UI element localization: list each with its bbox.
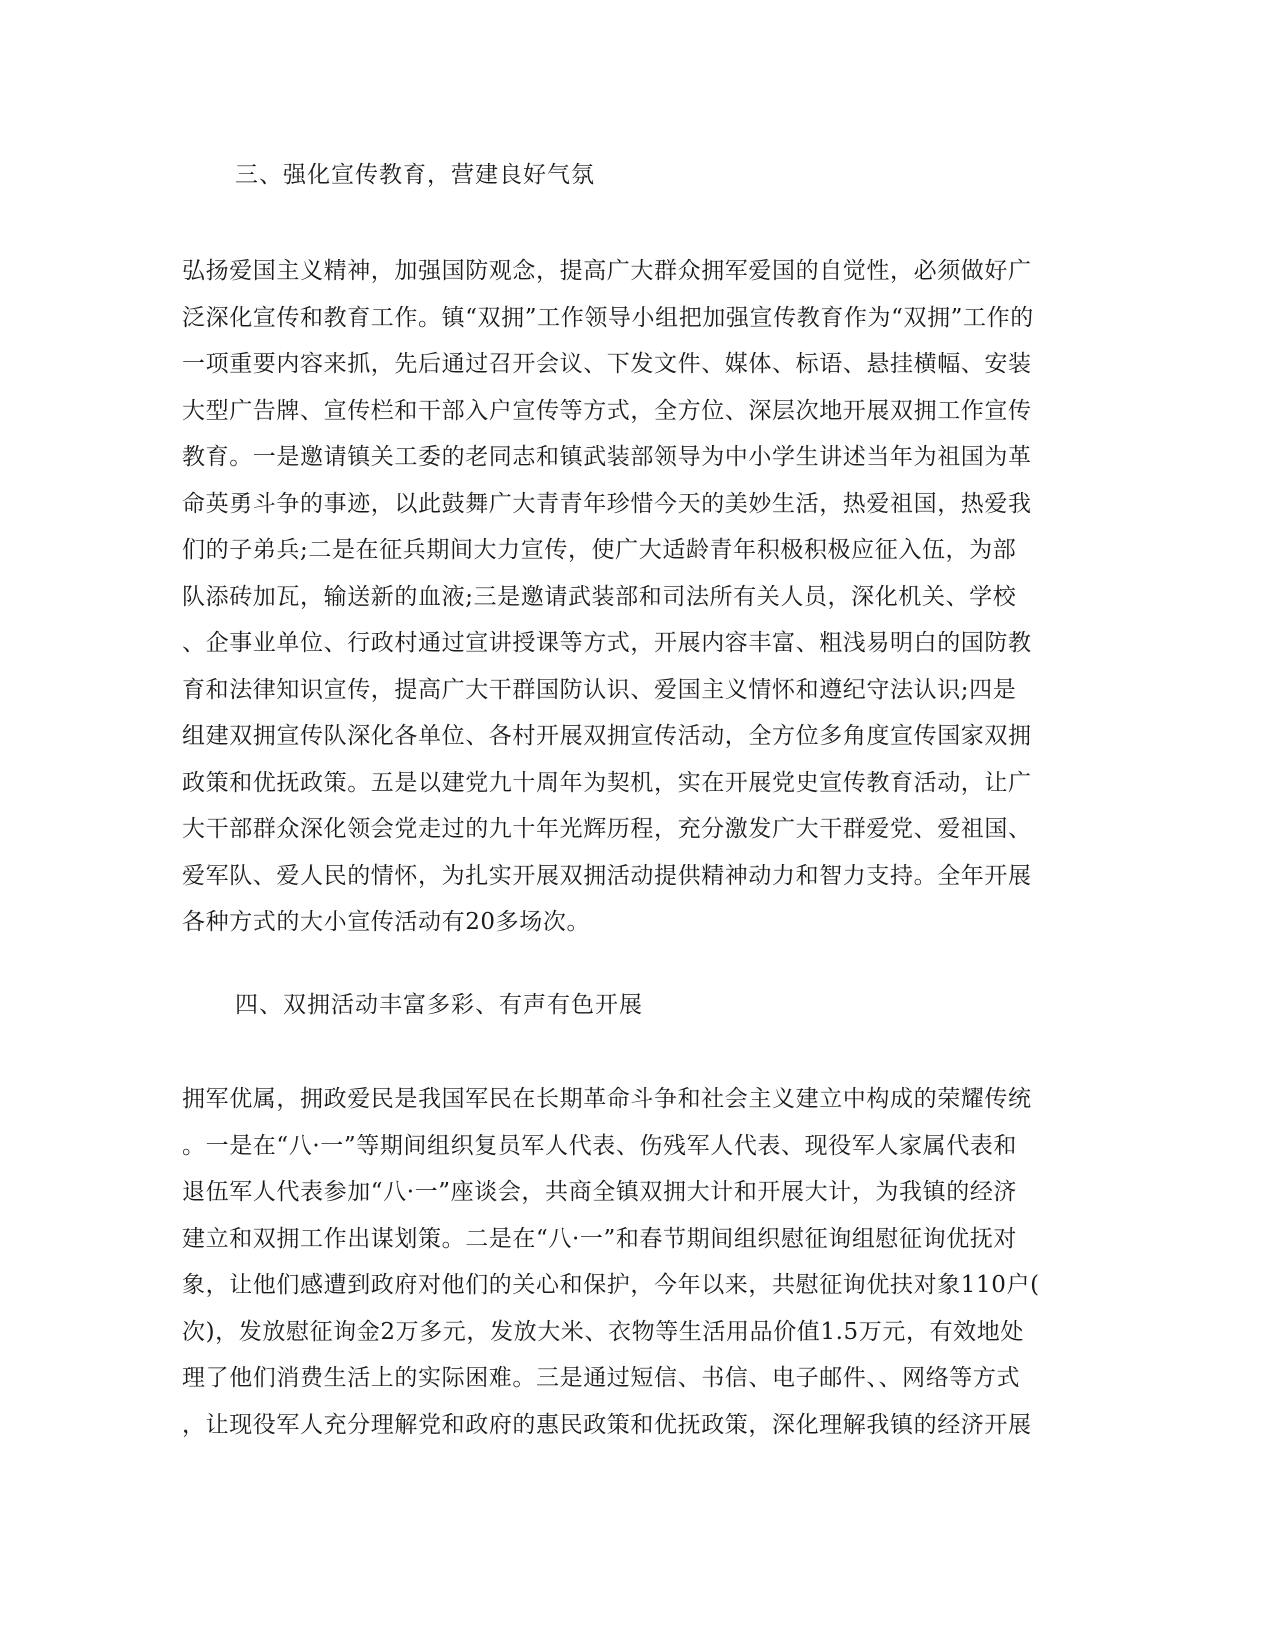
paragraph-line: ，让现役军人充分理解党和政府的惠民政策和优抚政策，深化理解我镇的经济开展 (182, 1411, 1032, 1438)
paragraph-line: 大型广告牌、宣传栏和干部入户宣传等方式，全方位、深层次地开展双拥工作宣传 (182, 397, 1032, 424)
paragraph-line: 弘扬爱国主义精神，加强国防观念，提高广大群众拥军爱国的自觉性，必须做好广 (182, 258, 1032, 284)
paragraph-line: 退伍军人代表参加“八·一”座谈会，共商全镇双拥大计和开展大计，为我镇的经济 (182, 1179, 1018, 1205)
paragraph-line: 各种方式的大小宣传活动有20多场次。 (182, 909, 591, 935)
section-heading-3: 三、强化宣传教育，营建良好气氛 (235, 162, 595, 188)
paragraph-line: 。一是在“八·一”等期间组织复员军人代表、伤残军人代表、现役军人家属代表和 (182, 1132, 1018, 1159)
paragraph-line: 政策和优抚政策。五是以建党九十周年为契机，实在开展党史宣传教育活动，让广 (182, 769, 1032, 796)
paragraph-line: 队添砖加瓦，输送新的血液;三是邀请武装部和司法所有关人员，深化机关、学校 (182, 583, 1017, 610)
paragraph-line: 教育。一是邀请镇关工委的老同志和镇武装部领导为中小学生讲述当年为祖国为革 (182, 444, 1032, 470)
paragraph-line: 爱军队、爱人民的情怀，为扎实开展双拥活动提供精神动力和智力支持。全年开展 (182, 862, 1032, 889)
paragraph-line: 建立和双拥工作出谋划策。二是在“八·一”和春节期间组织慰征询组慰征询优抚对 (182, 1225, 1018, 1252)
paragraph-1 (182, 248, 1082, 946)
paragraph-line: 、企事业单位、行政村通过宣讲授课等方式，开展内容丰富、粗浅易明白的国防教 (182, 630, 1032, 656)
paragraph-line: 们的子弟兵;二是在征兵期间大力宣传，使广大适龄青年积极积极应征入伍，为部 (182, 537, 1017, 563)
paragraph-line: 大干部群众深化领会党走过的九十年光辉历程，充分激发广大干群爱党、爱祖国、 (182, 816, 1032, 842)
paragraph-line: 次)，发放慰征询金2万多元，发放大米、衣物等生活用品价值1.5万元，有效地处 (182, 1318, 1024, 1345)
paragraph-line: 拥军优属，拥政爱民是我国军民在长期革命斗争和社会主义建立中构成的荣耀传统 (182, 1086, 1032, 1112)
paragraph-line: 一项重要内容来抓，先后通过召开会议、下发文件、媒体、标语、悬挂横幅、安装 (182, 351, 1032, 377)
paragraph-line: 泛深化宣传和教育工作。镇“双拥”工作领导小组把加强宣传教育作为“双拥”工作的 (182, 304, 1034, 331)
paragraph-line: 理了他们消费生活上的实际困难。三是通过短信、书信、电子邮件、、网络等方式 (182, 1365, 1021, 1391)
paragraph-line: 组建双拥宣传队深化各单位、各村开展双拥宣传活动，全方位多角度宣传国家双拥 (182, 723, 1032, 749)
section-heading-4: 四、双拥活动丰富多彩、有声有色开展 (235, 992, 643, 1018)
paragraph-2 (182, 1076, 1082, 1448)
paragraph-line: 育和法律知识宣传，提高广大干群国防认识、爱国主义情怀和遵纪守法认识;四是 (182, 676, 1017, 703)
paragraph-line: 命英勇斗争的事迹，以此鼓舞广大青青年珍惜今天的美妙生活，热爱祖国，热爱我 (182, 490, 1032, 517)
paragraph-line: 象，让他们感遭到政府对他们的关心和保护，今年以来，共慰征询优扶对象110户( (182, 1272, 1040, 1298)
